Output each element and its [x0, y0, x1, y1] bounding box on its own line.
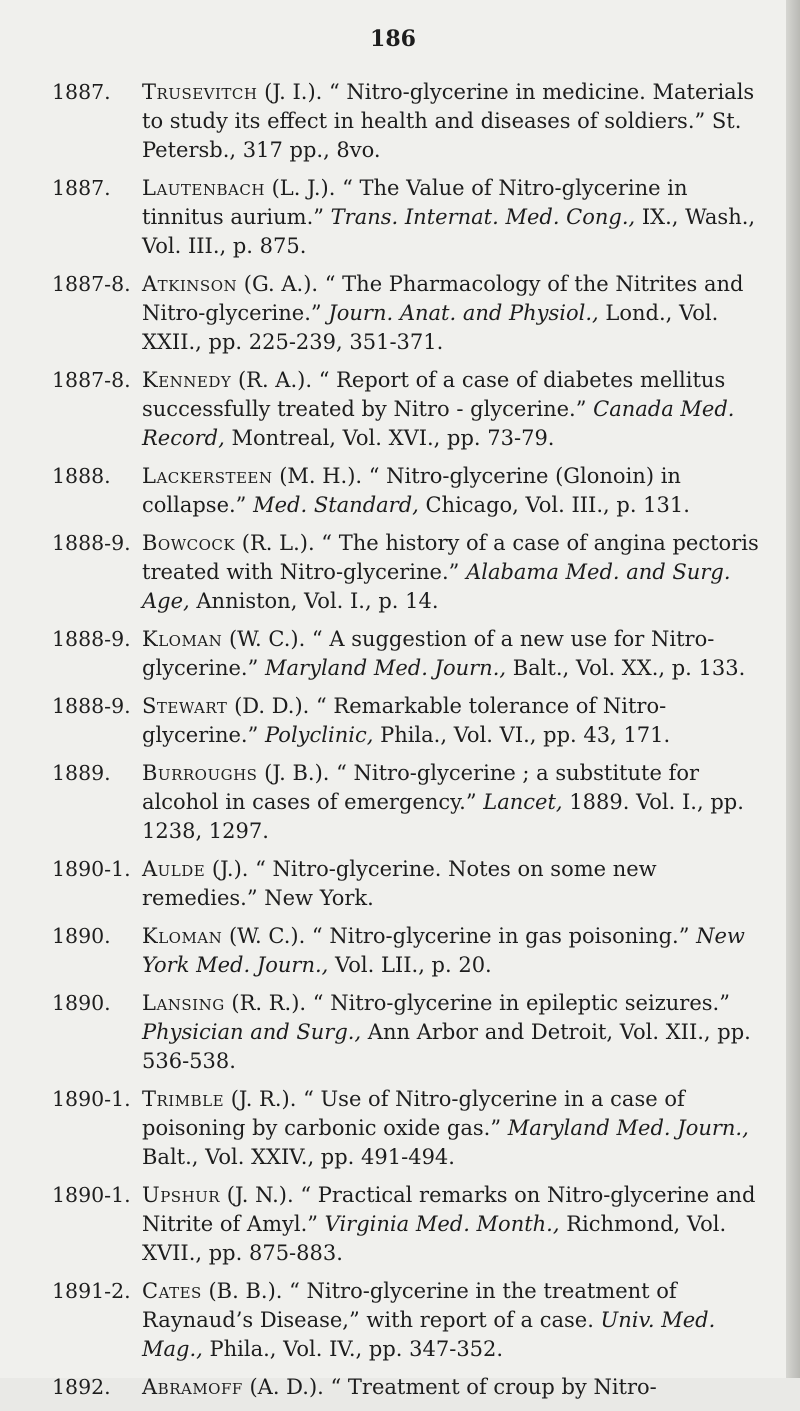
bibliography-entry — [52, 174, 772, 261]
entry-citation: Lond., Vol. XXII., pp. 225-239, 351-371. — [142, 301, 719, 354]
entry-year: 1887. — [52, 80, 111, 104]
entry-title: (J. N.). “ Practical remarks on Nitro-glycerine and Nitrite of Amyl.” — [142, 1183, 756, 1236]
entry-author: Bowcock — [142, 531, 236, 555]
entry-citation: Montreal, Vol. XVI., pp. 73-79. — [224, 426, 555, 450]
bibliography-entry — [52, 462, 772, 520]
entry-text — [142, 1279, 715, 1361]
bibliography-entry — [52, 270, 772, 357]
entry-citation: Phila., Vol. IV., pp. 347-352. — [202, 1337, 504, 1361]
entry-title: (R. A.). “ Report of a case of diabetes mellitus successfully treated by Nitro - glycerine.” — [142, 368, 726, 421]
entry-author: Kennedy — [142, 368, 232, 392]
entry-title: (J. R.). “ Use of Nitro-glycerine in a case of poisoning by carbonic oxide gas.” — [142, 1087, 685, 1140]
bibliography-entry — [52, 78, 772, 165]
entry-author: Lackersteen — [142, 464, 273, 488]
entry-year: 1887-8. — [52, 368, 131, 392]
entry-text — [142, 531, 759, 613]
entry-year: 1892. — [52, 1375, 111, 1399]
bibliography-entry — [52, 759, 772, 846]
entry-citation: Balt., Vol. XX., p. 133. — [506, 656, 746, 680]
entry-title: (J.). “ Nitro-glycerine. Notes on some new remedies.” New York. — [142, 857, 657, 910]
entry-title: (M. H.). “ Nitro-glycerine (Glonoin) in collapse.” — [142, 464, 681, 517]
entry-author: Trimble — [142, 1087, 225, 1111]
entry-author: Aulde — [142, 857, 206, 881]
entry-title: (L. J.). “ The Value of Nitro-glycerine in tinnitus aurium.” — [142, 176, 688, 229]
entry-journal: Journ. Anat. and Physiol., — [328, 301, 599, 325]
entry-title: (R. L.). “ The history of a case of angina pectoris treated with Nitro-glycerine.” — [142, 531, 759, 584]
entry-text — [142, 272, 743, 354]
entry-journal: Virginia Med. Month., — [324, 1212, 560, 1236]
entry-citation: Vol. LII., p. 20. — [328, 953, 492, 977]
bibliography-entry — [52, 692, 772, 750]
entry-author: Burroughs — [142, 761, 258, 785]
entry-year: 1891-2. — [52, 1279, 131, 1303]
bibliography-entry — [52, 1085, 772, 1172]
entry-citation: Ann Arbor and Detroit, Vol. XII., pp. 536-538. — [142, 1020, 751, 1073]
bibliography-entry — [52, 1373, 772, 1402]
bibliography-entry — [52, 1181, 772, 1268]
entry-author: Lautenbach — [142, 176, 265, 200]
entry-year: 1888-9. — [52, 694, 131, 718]
entry-journal: Med. Standard, — [253, 493, 419, 517]
entry-author: Cates — [142, 1279, 202, 1303]
entry-author: Upshur — [142, 1183, 221, 1207]
entry-title: (J. I.). “ Nitro-glycerine in medicine. Materials to study its effect in health and diseases of soldiers.” St. Petersb., 317 pp., 8vo. — [142, 80, 755, 162]
entry-author: Kloman — [142, 627, 223, 651]
entry-title: (R. R.). “ Nitro-glycerine in epileptic seizures.” — [224, 991, 730, 1015]
entry-year: 1887-8. — [52, 272, 131, 296]
entry-year: 1888-9. — [52, 531, 131, 555]
entry-citation: Phila., Vol. VI., pp. 43, 171. — [373, 723, 671, 747]
entry-year: 1890-1. — [52, 1087, 131, 1111]
entry-journal: Maryland Med. Journ., — [507, 1116, 749, 1140]
entry-author: Abramoff — [142, 1375, 243, 1399]
entry-text — [142, 761, 744, 843]
bibliography-list — [52, 78, 772, 1411]
entry-year: 1890. — [52, 991, 111, 1015]
entry-title: (W. C.). “ A suggestion of a new use for Nitro-glycerine.” — [142, 627, 715, 680]
entry-journal: Physician and Surg., — [142, 1020, 362, 1044]
entry-year: 1890-1. — [52, 1183, 131, 1207]
entry-journal: Polyclinic, — [265, 723, 374, 747]
bibliography-entry — [52, 1277, 772, 1364]
entry-author: Kloman — [142, 924, 223, 948]
entry-author: Atkinson — [142, 272, 238, 296]
page-number: 186 — [370, 26, 416, 52]
entry-year: 1888. — [52, 464, 111, 488]
entry-year: 1888-9. — [52, 627, 131, 651]
entry-journal: Trans. Internat. Med. Cong., — [330, 205, 636, 229]
entry-text — [142, 1087, 749, 1169]
entry-title: (J. B.). “ Nitro-glycerine ; a substitute for alcohol in cases of emergency.” — [142, 761, 700, 814]
entry-text — [142, 694, 670, 747]
entry-text — [142, 1183, 755, 1265]
entry-year: 1890-1. — [52, 857, 131, 881]
page-edge — [786, 0, 800, 1378]
entry-title: (D. D.). “ Remarkable tolerance of Nitro-glycerine.” — [142, 694, 667, 747]
entry-text — [142, 924, 745, 977]
bibliography-entry — [52, 855, 772, 913]
entry-year: 1889. — [52, 761, 111, 785]
bibliography-entry — [52, 625, 772, 683]
entry-journal: Alabama Med. and Surg. Age, — [142, 560, 731, 613]
entry-text — [142, 627, 745, 680]
entry-title: (G. A.). “ The Pharmacology of the Nitrites and Nitro-glycerine.” — [142, 272, 744, 325]
entry-journal: New York Med. Journ., — [142, 924, 745, 977]
entry-author: Lansing — [142, 991, 225, 1015]
entry-text — [142, 857, 657, 910]
entry-citation: Balt., Vol. XXIV., pp. 491-494. — [142, 1145, 455, 1169]
entry-title: (W. C.). “ Nitro-glycerine in gas poisoning.” — [222, 924, 697, 948]
bibliography-entry — [52, 989, 772, 1076]
entry-journal: Maryland Med. Journ., — [265, 656, 507, 680]
entry-text — [142, 80, 754, 162]
entry-citation: IX., Wash., Vol. III., p. 875. — [142, 205, 756, 258]
entry-title: (B. B.). “ Nitro-glycerine in the treatment of Raynaud’s Disease,” with report of a case. — [142, 1279, 677, 1332]
entry-citation: Chicago, Vol. III., p. 131. — [418, 493, 690, 517]
entry-author: Stewart — [142, 694, 228, 718]
bibliography-entry — [52, 922, 772, 980]
entry-year: 1887. — [52, 176, 111, 200]
entry-citation: Anniston, Vol. I., p. 14. — [189, 589, 439, 613]
entry-text — [142, 464, 690, 517]
entry-year: 1890. — [52, 924, 111, 948]
bibliography-entry — [52, 529, 772, 616]
entry-journal: Canada Med. Record, — [142, 397, 735, 450]
entry-citation: 1889. Vol. I., pp. 1238, 1297. — [142, 790, 744, 843]
entry-citation: Richmond, Vol. XVII., pp. 875-883. — [142, 1212, 727, 1265]
entry-title: (A. D.). “ Treatment of croup by Nitro- — [242, 1375, 657, 1399]
entry-journal: Lancet, — [483, 790, 563, 814]
entry-text — [142, 368, 734, 450]
entry-journal: Univ. Med. Mag., — [142, 1308, 716, 1361]
entry-text — [142, 1375, 657, 1399]
entry-text — [142, 991, 751, 1073]
bibliography-entry — [52, 366, 772, 453]
entry-text — [142, 176, 755, 258]
entry-author: Trusevitch — [142, 80, 258, 104]
